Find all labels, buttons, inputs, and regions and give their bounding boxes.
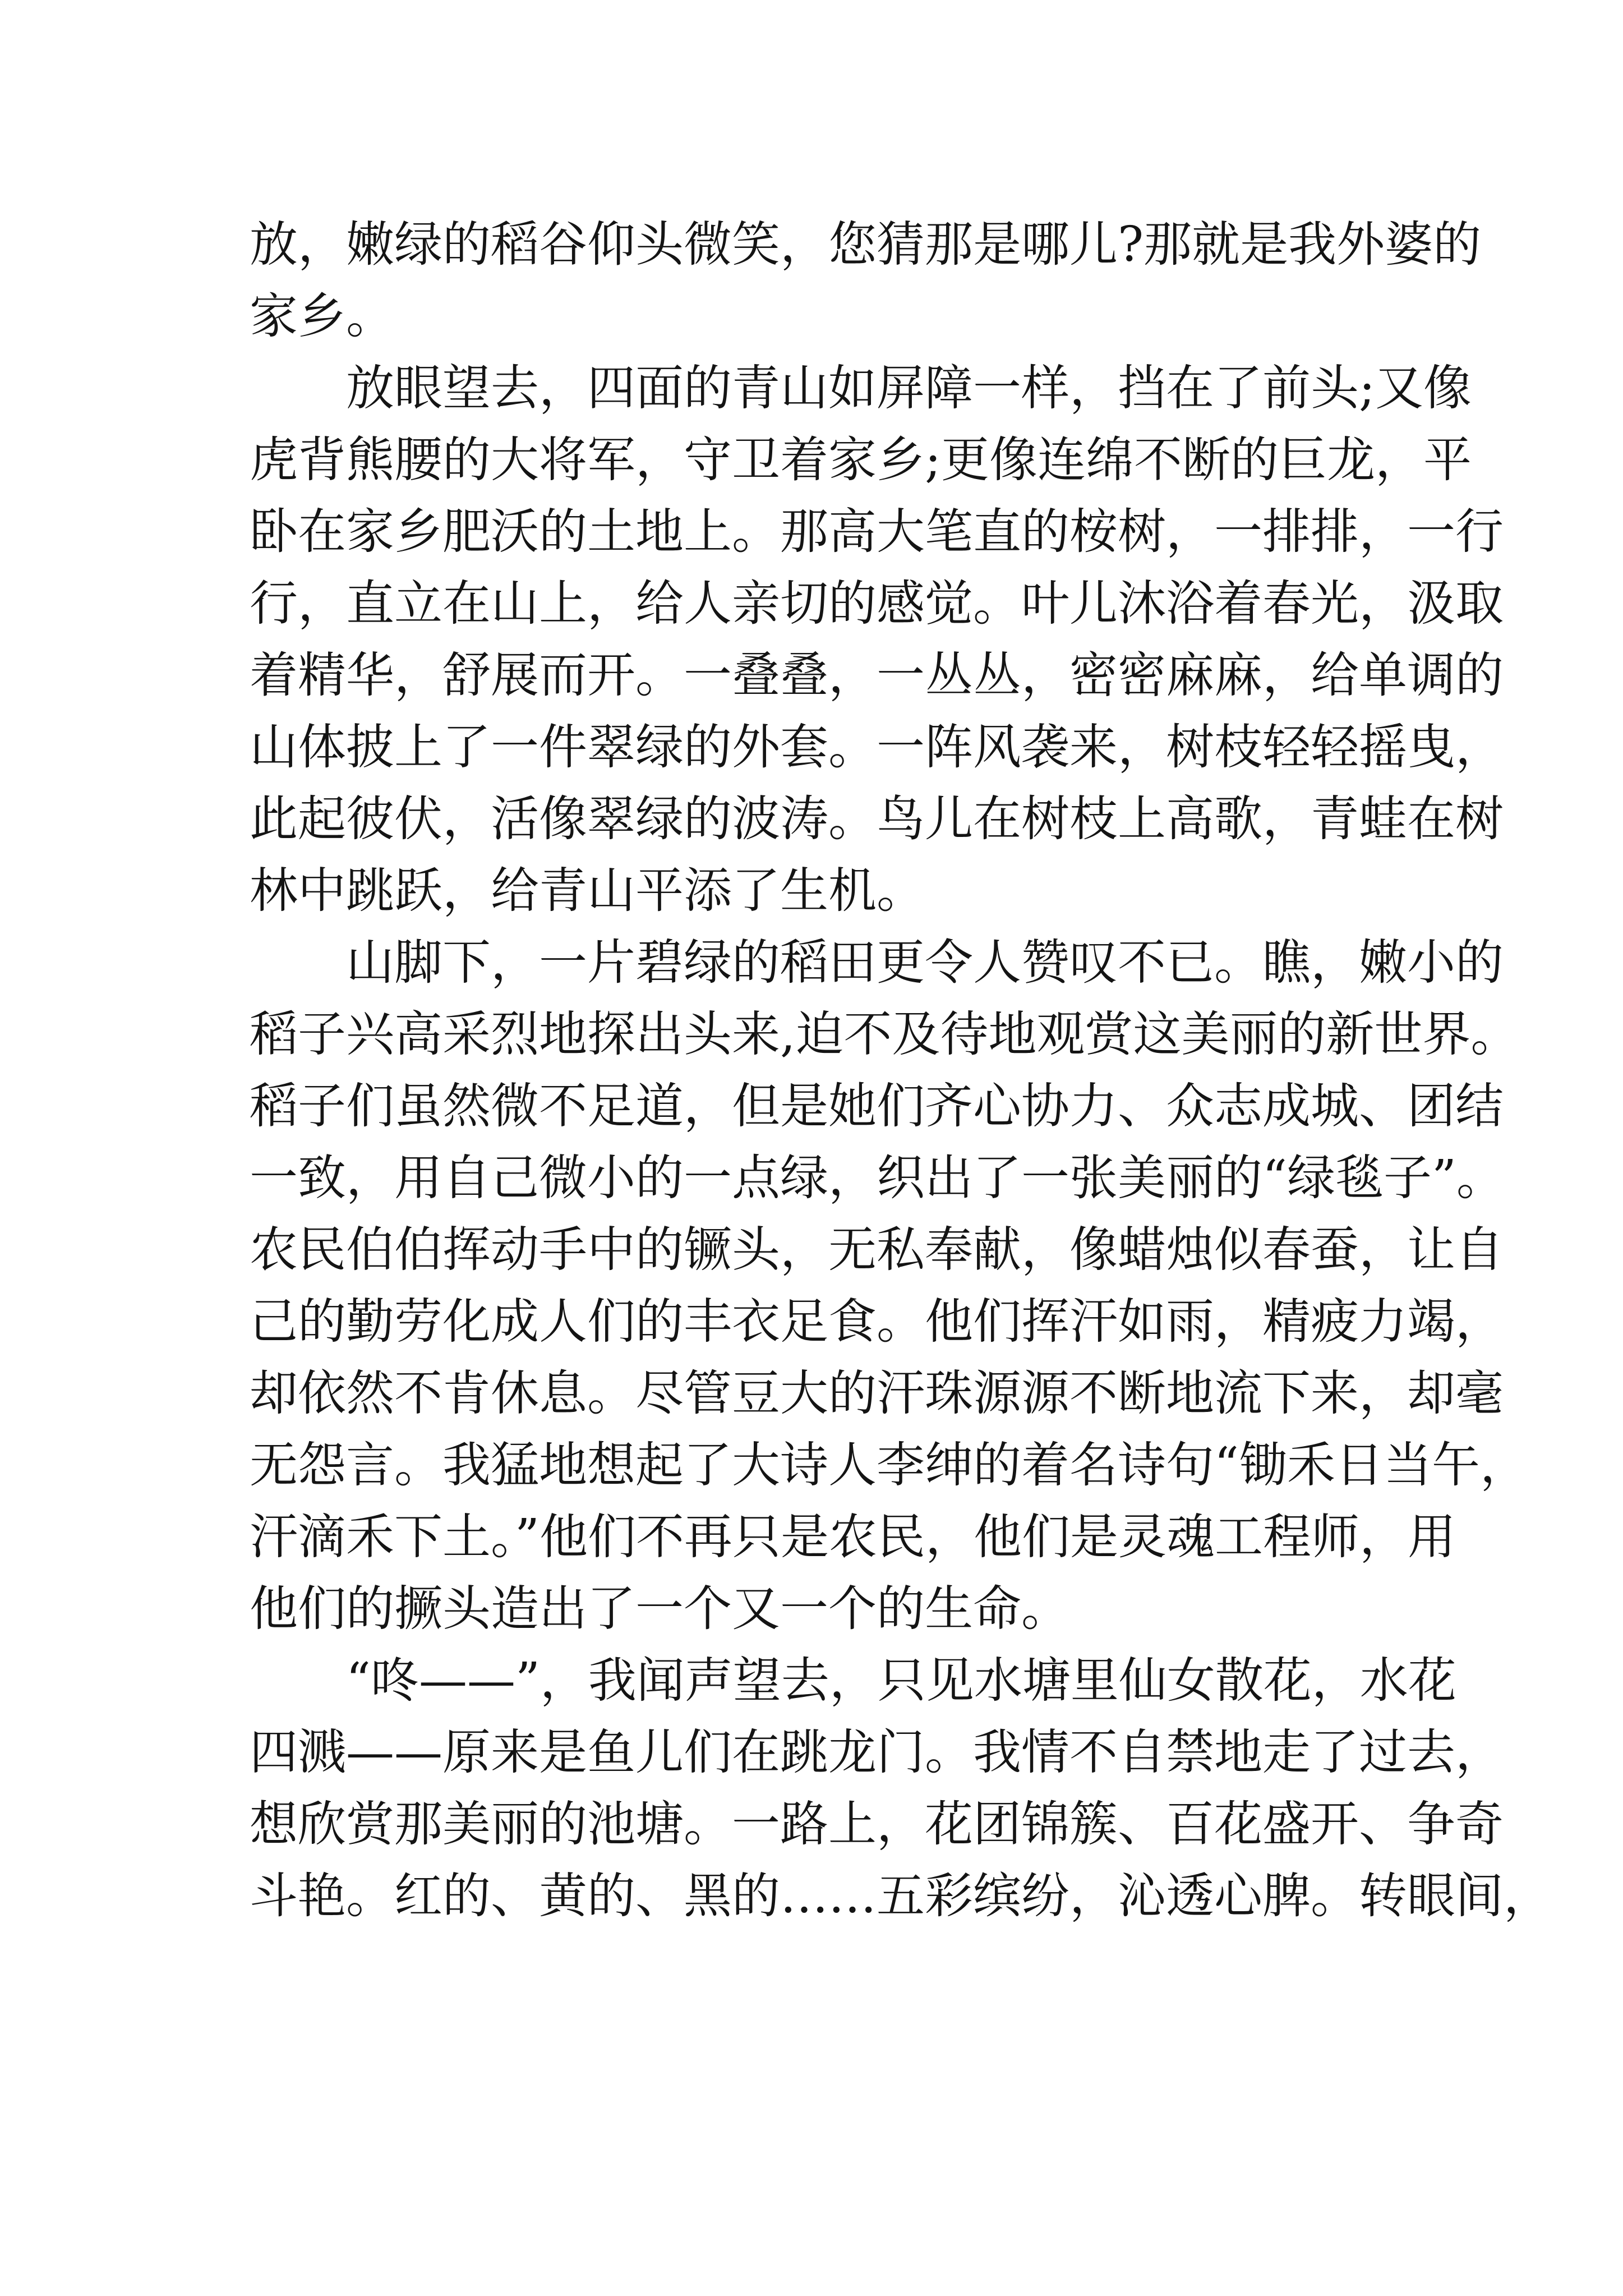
text-line: 他们的撅头造出了一个又一个的生命。 [250, 1581, 1069, 1637]
text-line: 山体披上了一件翠绿的外套。一阵风袭来，树枝轻轻摇曳， [250, 719, 1504, 775]
document-body-text [250, 209, 1552, 1932]
text-line: 农民伯伯挥动手中的镢头，无私奉献，像蜡烛似春蚕，让自 [250, 1222, 1504, 1278]
text-line: 行，直立在山上，给人亲切的感觉。叶儿沐浴着春光，汲取 [250, 576, 1504, 632]
text-line: 稻子兴高采烈地探出头来,迫不及待地观赏这美丽的新世界。 [250, 1006, 1519, 1062]
text-line: 稻子们虽然微不足道，但是她们齐心协力、众志成城、团结 [250, 1078, 1504, 1134]
text-line: “咚——”，我闻声望去，只见水塘里仙女散花，水花 [346, 1653, 1456, 1709]
text-line: 家乡。 [250, 288, 394, 344]
text-line: 山脚下，一片碧绿的稻田更令人赞叹不已。瞧，嫩小的 [346, 935, 1504, 991]
text-line: 想欣赏那美丽的池塘。一路上，花团锦簇、百花盛开、争奇 [250, 1796, 1504, 1852]
text-line: 汗滴禾下土。”他们不再只是农民，他们是灵魂工程师，用 [250, 1509, 1456, 1565]
text-line: 虎背熊腰的大将军，守卫着家乡;更像连绵不断的巨龙，平 [250, 432, 1472, 488]
text-line: 无怨言。我猛地想起了大诗人李绅的着名诗句“锄禾日当午， [250, 1437, 1528, 1493]
text-line: 放眼望去，四面的青山如屏障一样，挡在了前头;又像 [346, 360, 1472, 416]
text-line: 四溅——原来是鱼儿们在跳龙门。我情不自禁地走了过去， [250, 1724, 1504, 1780]
text-line: 此起彼伏，活像翠绿的波涛。鸟儿在树枝上高歌，青蛙在树 [250, 791, 1504, 847]
text-line: 一致，用自己微小的一点绿，织出了一张美丽的“绿毯子”。 [250, 1150, 1505, 1206]
text-line: 己的勤劳化成人们的丰衣足食。他们挥汗如雨，精疲力竭， [250, 1294, 1504, 1350]
text-line: 卧在家乡肥沃的土地上。那高大笔直的桉树，一排排，一行 [250, 504, 1504, 560]
text-line: 斗艳。红的、黄的、黑的……五彩缤纷，沁透心脾。转眼间， [250, 1868, 1552, 1924]
text-line: 着精华，舒展而开。一叠叠，一丛丛，密密麻麻，给单调的 [250, 647, 1504, 703]
text-line: 却依然不肯休息。尽管豆大的汗珠源源不断地流下来，却毫 [250, 1365, 1504, 1421]
text-line: 放，嫩绿的稻谷仰头微笑，您猜那是哪儿?那就是我外婆的 [250, 217, 1482, 273]
text-line: 林中跳跃，给青山平添了生机。 [250, 863, 925, 919]
